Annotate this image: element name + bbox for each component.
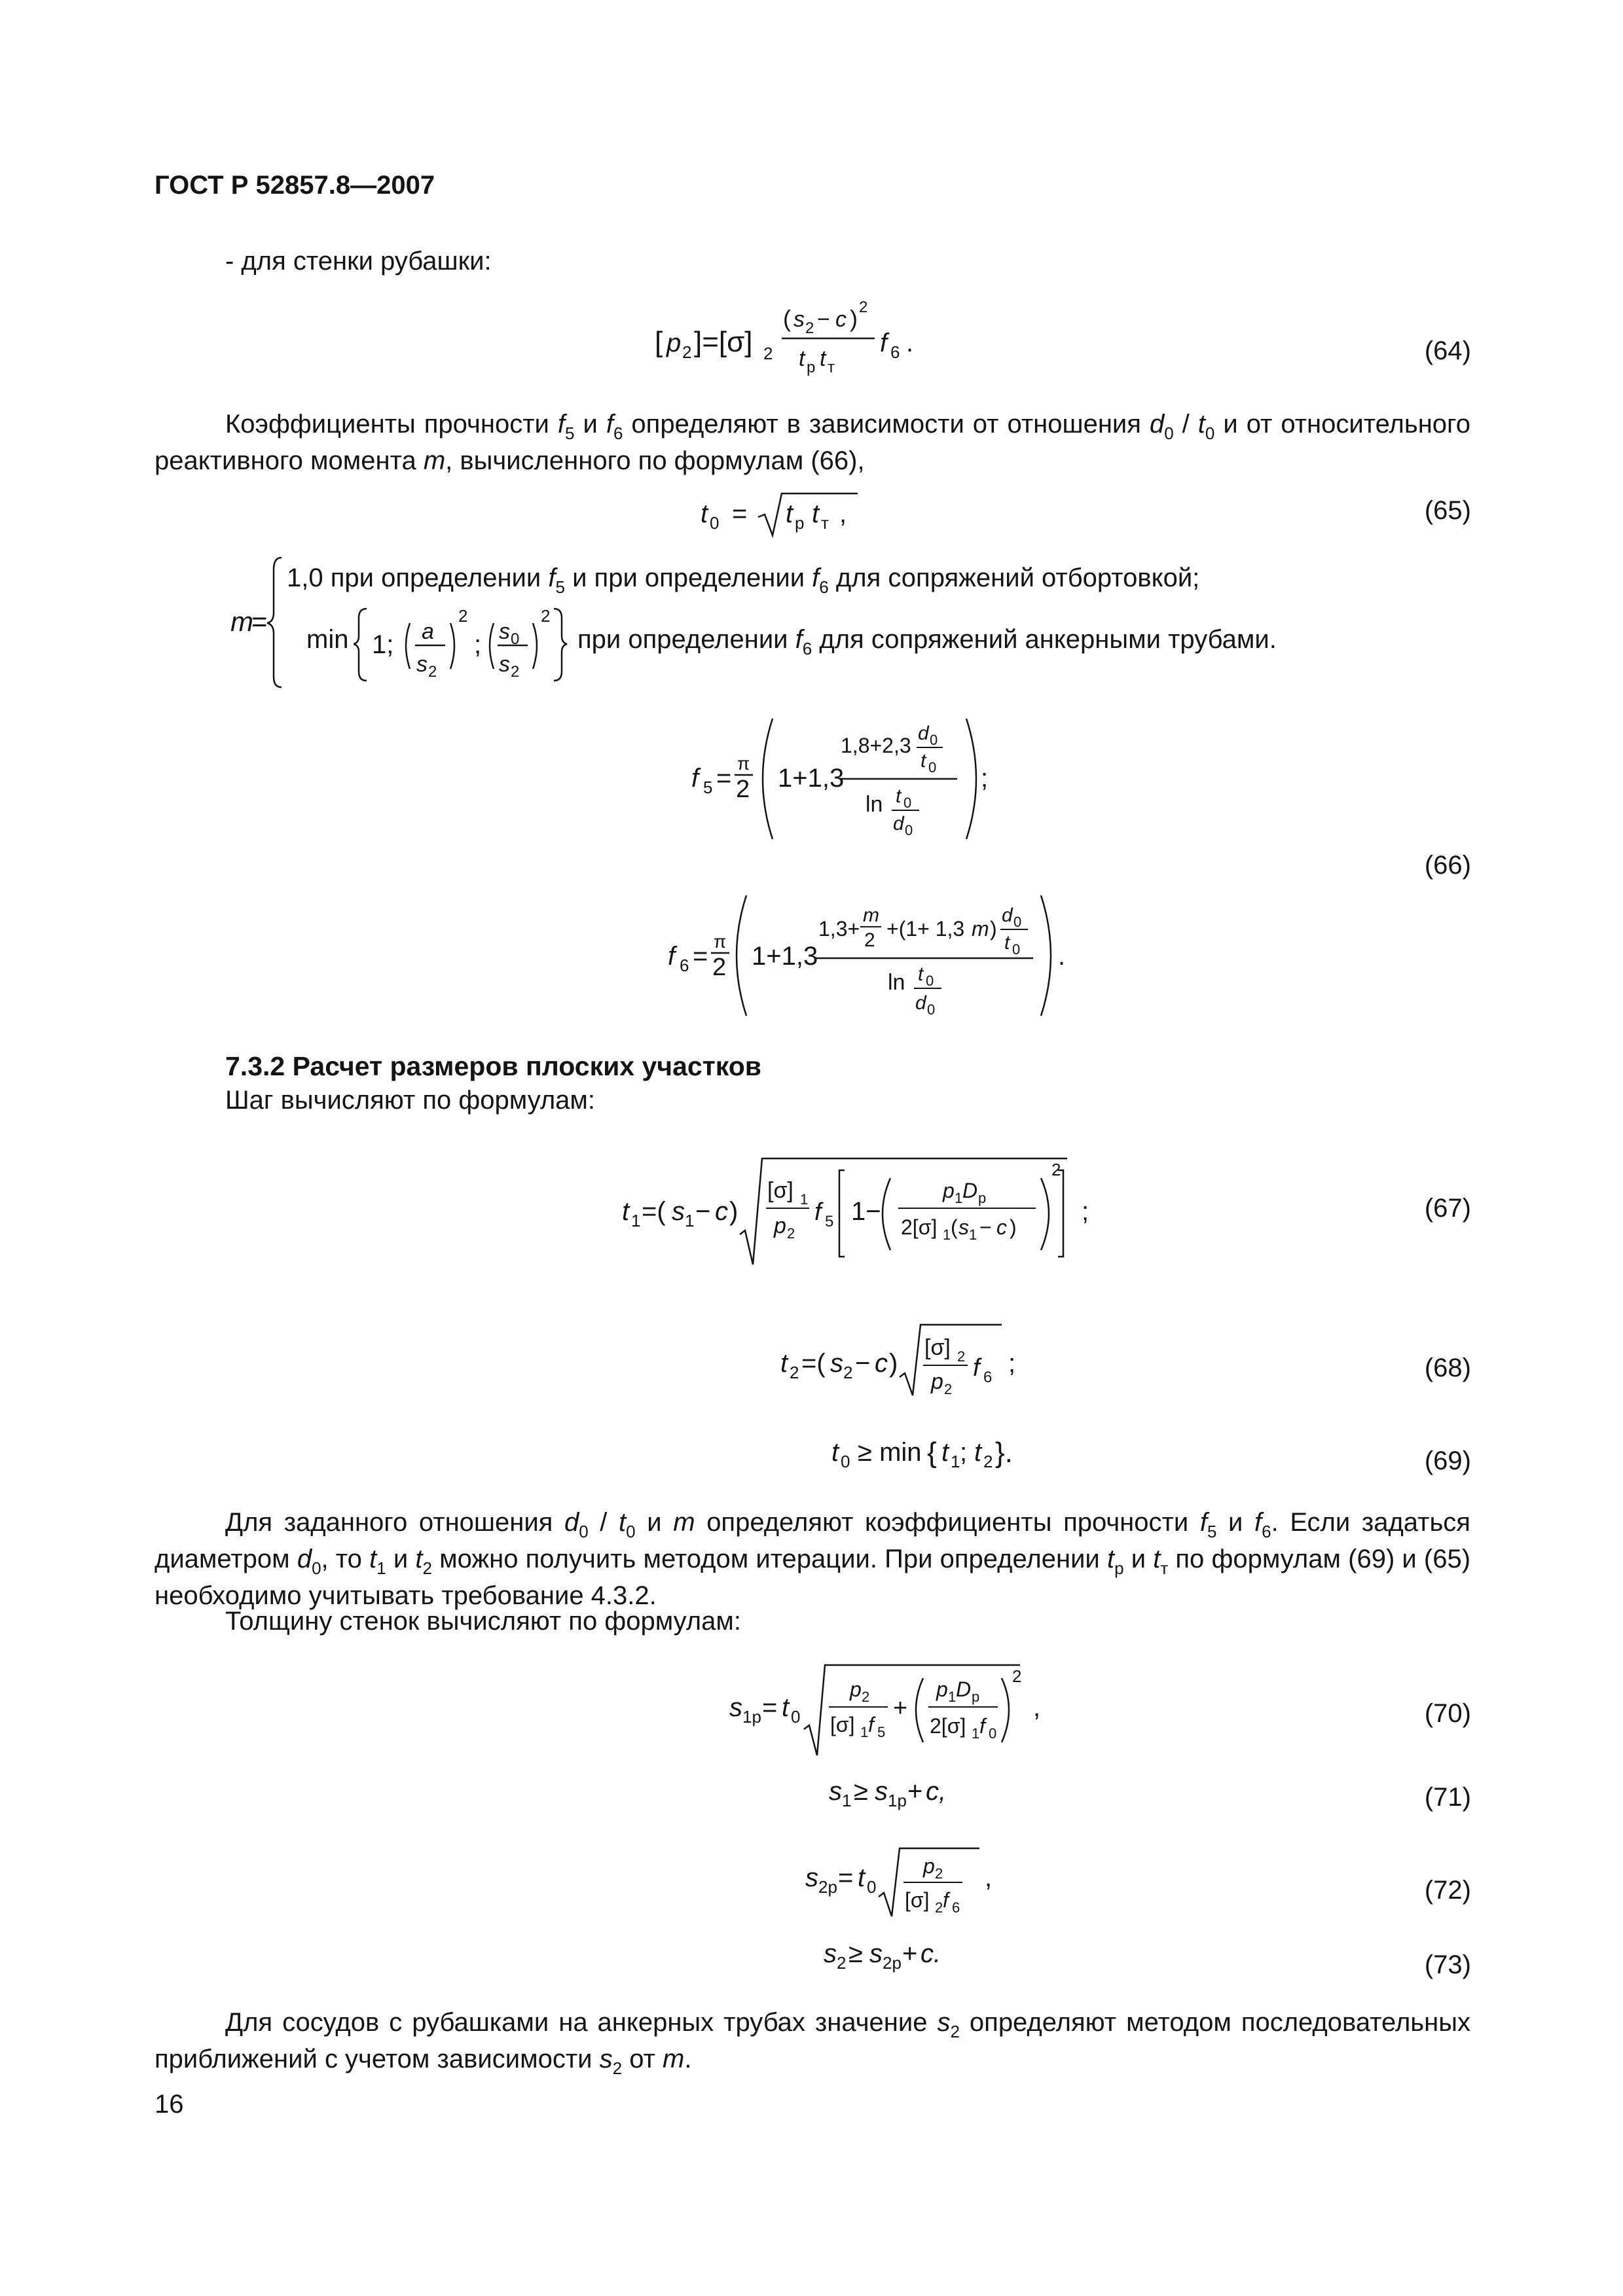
svg-text:ln: ln — [888, 970, 905, 995]
svg-text:−: − — [817, 307, 830, 332]
svg-text:0: 0 — [905, 822, 913, 838]
svg-text:2р: 2р — [883, 1953, 902, 1973]
svg-text:т: т — [821, 513, 829, 533]
svg-text:6: 6 — [983, 1369, 993, 1386]
svg-text:т: т — [828, 359, 835, 376]
svg-text:,: , — [839, 499, 847, 528]
svg-text:p: p — [943, 1179, 955, 1202]
svg-text:+: + — [893, 1695, 908, 1722]
equation-number-66: (66) — [1424, 851, 1471, 880]
svg-text:t: t — [622, 1197, 630, 1226]
svg-text:2р: 2р — [818, 1877, 837, 1897]
svg-text:+: + — [907, 1777, 923, 1806]
m-case2-a: при определении — [577, 625, 788, 654]
svg-text:;: ; — [960, 1438, 968, 1467]
svg-text:0: 0 — [1012, 941, 1021, 958]
svg-text:t: t — [799, 346, 805, 371]
svg-text:π: π — [714, 931, 727, 952]
svg-text:;: ; — [1082, 1197, 1089, 1226]
svg-text:f: f — [668, 942, 676, 971]
svg-text:f: f — [880, 329, 888, 357]
svg-text:р: р — [807, 359, 816, 376]
svg-text:s: s — [416, 652, 428, 677]
svg-text:p: p — [774, 1213, 786, 1238]
svg-text:2: 2 — [712, 954, 727, 981]
svg-text:1+1,3: 1+1,3 — [778, 764, 845, 793]
svg-text:[: [ — [655, 326, 663, 358]
svg-text:5: 5 — [825, 1213, 834, 1230]
svg-text:2: 2 — [458, 606, 468, 626]
svg-text:1,8+2,3: 1,8+2,3 — [841, 734, 911, 757]
svg-text:0: 0 — [867, 1877, 877, 1897]
svg-text:]=[σ]: ]=[σ] — [694, 326, 753, 358]
svg-text:2: 2 — [805, 319, 814, 337]
step-intro: Шаг вычисляют по формулам: — [225, 1086, 596, 1115]
svg-text:d: d — [918, 723, 929, 744]
formula-72 — [803, 1840, 1012, 1919]
svg-text:0: 0 — [791, 1707, 801, 1727]
equation-number-71: (71) — [1424, 1783, 1471, 1812]
svg-text:s: s — [672, 1197, 685, 1226]
paragraph-strength-coefficients: Коэффициенты прочности $f_5$ и $f_6$ определяют в зависимости от отношения $d_0 / t_0$ и от относительного реактивного момента m, вычисленного по формулам (66), — [155, 410, 1471, 475]
svg-text:d: d — [1002, 905, 1013, 926]
svg-text:6: 6 — [680, 956, 689, 975]
svg-text:=(: =( — [801, 1349, 826, 1378]
svg-text:m: m — [972, 917, 989, 941]
svg-text:=(: =( — [642, 1197, 666, 1226]
svg-text:1;: 1; — [372, 630, 394, 659]
svg-text:f: f — [979, 1714, 985, 1738]
svg-text:π: π — [737, 753, 750, 774]
svg-text:f: f — [814, 1198, 822, 1226]
svg-text:[σ]: [σ] — [924, 1335, 951, 1360]
svg-text:6: 6 — [890, 342, 900, 362]
svg-text:.: . — [1058, 942, 1066, 971]
svg-text:1р: 1р — [742, 1707, 761, 1727]
svg-text:s: s — [499, 652, 510, 677]
svg-text:6: 6 — [952, 1899, 960, 1916]
m-case2-min: min — [306, 625, 349, 654]
svg-text:2: 2 — [862, 1689, 870, 1705]
svg-text:p: p — [923, 1854, 935, 1878]
svg-text:}.: }. — [995, 1437, 1013, 1469]
svg-text:t: t — [812, 499, 820, 528]
svg-text:0: 0 — [930, 732, 938, 748]
svg-text:s: s — [729, 1693, 742, 1722]
formula-66-f5 — [681, 713, 995, 844]
svg-text:2: 2 — [787, 1225, 795, 1242]
svg-text:[σ]: [σ] — [905, 1888, 930, 1912]
equation-number-67: (67) — [1424, 1194, 1471, 1223]
svg-text:2: 2 — [944, 1381, 953, 1397]
svg-text:2[σ]: 2[σ] — [901, 1215, 938, 1239]
svg-text:): ) — [1010, 1215, 1017, 1239]
svg-text:d: d — [893, 813, 904, 834]
svg-text:2[σ]: 2[σ] — [930, 1714, 966, 1738]
formula-71 — [826, 1770, 983, 1816]
svg-text:;: ; — [981, 764, 989, 793]
svg-text:5: 5 — [703, 778, 713, 797]
svg-text:s: s — [829, 1777, 842, 1806]
svg-text:2: 2 — [843, 1363, 853, 1382]
equation-number-72: (72) — [1424, 1876, 1471, 1905]
svg-text:t: t — [974, 1438, 982, 1467]
svg-text:2: 2 — [541, 606, 551, 626]
svg-text:2: 2 — [859, 298, 868, 316]
m-case1-b: и при определении — [572, 564, 805, 592]
svg-text:): ) — [850, 305, 858, 332]
svg-text:0: 0 — [511, 630, 520, 648]
svg-text:f: f — [973, 1354, 980, 1382]
svg-text:s: s — [830, 1349, 843, 1378]
svg-text:ln: ln — [866, 792, 883, 817]
svg-text:р: р — [795, 513, 805, 533]
svg-text:1,3+: 1,3+ — [818, 917, 860, 941]
m-case1-c: для сопряжений отбортовкой; — [835, 564, 1200, 592]
formula-67 — [615, 1152, 1113, 1270]
document-header: ГОСТ Р 52857.8—2007 — [155, 171, 435, 200]
svg-text:[σ]: [σ] — [830, 1713, 855, 1736]
svg-text:s: s — [805, 1863, 818, 1892]
svg-text:1: 1 — [860, 1724, 869, 1740]
svg-text:f: f — [868, 1713, 874, 1736]
svg-text:t: t — [820, 346, 826, 371]
svg-text:2: 2 — [428, 663, 437, 681]
svg-text:≥ min: ≥ min — [858, 1438, 922, 1467]
page-number: 16 — [155, 2090, 184, 2119]
svg-text:t: t — [921, 750, 926, 772]
svg-text:1: 1 — [951, 1452, 960, 1471]
svg-text:0: 0 — [928, 759, 937, 776]
svg-text:+(1+ 1,3: +(1+ 1,3 — [886, 917, 965, 941]
svg-text:0: 0 — [1013, 914, 1022, 930]
svg-text:(: ( — [783, 305, 791, 332]
svg-text:1: 1 — [969, 1227, 977, 1243]
svg-text:D: D — [962, 1179, 978, 1202]
svg-text:p: p — [936, 1677, 948, 1701]
svg-text:): ) — [990, 917, 997, 941]
svg-text:0: 0 — [903, 795, 912, 811]
svg-text:2: 2 — [1012, 1666, 1022, 1686]
svg-text:;: ; — [1008, 1349, 1016, 1378]
svg-text:1р: 1р — [888, 1791, 907, 1810]
svg-text:≥: ≥ — [854, 1777, 868, 1806]
svg-text:.: . — [906, 329, 914, 357]
svg-text:f: f — [943, 1888, 949, 1912]
svg-text:2: 2 — [935, 1899, 943, 1916]
svg-text:t: t — [786, 499, 793, 528]
svg-text:s: s — [793, 307, 805, 332]
svg-text:=: = — [693, 942, 708, 971]
formula-70 — [727, 1656, 1067, 1761]
svg-text:c: c — [875, 1349, 888, 1378]
svg-text:;: ; — [474, 630, 482, 659]
svg-text:5: 5 — [877, 1724, 886, 1740]
formula-65 — [701, 484, 871, 543]
svg-text:m: m — [863, 905, 879, 926]
svg-text:2: 2 — [790, 1363, 799, 1382]
svg-text:1: 1 — [842, 1791, 852, 1810]
svg-text:): ) — [889, 1349, 898, 1378]
svg-text:−: − — [855, 1349, 871, 1378]
svg-text:t: t — [782, 1693, 790, 1722]
svg-text:0: 0 — [927, 1001, 936, 1018]
svg-text:t: t — [1004, 932, 1010, 954]
equation-number-69: (69) — [1424, 1446, 1471, 1475]
svg-text:2: 2 — [736, 776, 750, 803]
svg-text:р: р — [978, 1190, 987, 1206]
m-case1-a: 1,0 при определении — [287, 564, 541, 592]
svg-text:,: , — [1033, 1693, 1041, 1722]
svg-text:−: − — [979, 1215, 992, 1239]
svg-text:2: 2 — [837, 1953, 847, 1973]
svg-text:[σ]: [σ] — [767, 1178, 793, 1203]
svg-text:s: s — [824, 1939, 837, 1968]
svg-text:c.: c. — [921, 1939, 941, 1968]
svg-text:1: 1 — [943, 1227, 951, 1243]
svg-text:=: = — [762, 1693, 778, 1722]
m-definition: m = 1,0 при определении $f_5$ и при определении $f_6$ для сопряжений отбортовкой; min 1; a s 2 2 ; s 0 s 2 2 при определении $f_6$ для сопряжений анкерными трубами. — [229, 550, 1342, 694]
svg-text:1: 1 — [685, 1211, 695, 1230]
svg-text:2: 2 — [957, 1348, 966, 1365]
svg-text:p: p — [850, 1677, 862, 1701]
svg-text:=: = — [838, 1863, 854, 1892]
svg-text:t: t — [701, 499, 708, 528]
svg-text:2: 2 — [864, 929, 875, 951]
svg-text:c: c — [996, 1215, 1007, 1239]
svg-text:t: t — [831, 1438, 839, 1467]
svg-text:c: c — [835, 307, 847, 332]
formula-66-f6 — [661, 890, 1080, 1021]
svg-text:1: 1 — [631, 1211, 641, 1230]
svg-text:0: 0 — [710, 513, 720, 533]
svg-text:c,: c, — [926, 1777, 947, 1806]
svg-text:1+1,3: 1+1,3 — [752, 942, 818, 971]
svg-text:t: t — [858, 1863, 866, 1892]
formula-69 — [829, 1427, 1038, 1479]
formula-73 — [821, 1932, 978, 1978]
equation-number-65: (65) — [1424, 496, 1471, 525]
svg-text:2: 2 — [682, 342, 692, 362]
svg-text:): ) — [729, 1197, 739, 1226]
equation-number-64: (64) — [1424, 336, 1471, 365]
svg-text:1: 1 — [948, 1689, 957, 1705]
svg-text:s: s — [958, 1215, 969, 1239]
svg-text:=: = — [251, 606, 268, 637]
svg-text:+: + — [902, 1939, 918, 1968]
thickness-intro: Толщину стенок вычисляют по формулам: — [225, 1607, 741, 1636]
svg-text:1: 1 — [972, 1725, 980, 1742]
svg-text:2: 2 — [1051, 1160, 1061, 1179]
formula-68 — [775, 1316, 1037, 1401]
svg-text:t: t — [941, 1438, 949, 1467]
svg-text:р: р — [972, 1689, 980, 1705]
svg-text:{: { — [927, 1437, 937, 1469]
svg-text:s: s — [875, 1777, 888, 1806]
svg-text:=: = — [732, 499, 748, 528]
m-case2-b: для сопряжений анкерными трубами. — [819, 625, 1277, 654]
svg-text:1−: 1− — [851, 1197, 881, 1226]
svg-text:t: t — [918, 963, 924, 985]
svg-text:0: 0 — [989, 1725, 997, 1742]
svg-text:(: ( — [951, 1215, 958, 1239]
equation-number-68: (68) — [1424, 1354, 1471, 1382]
svg-text:D: D — [956, 1677, 972, 1701]
svg-text:s: s — [869, 1939, 883, 1968]
svg-text:1: 1 — [800, 1191, 809, 1208]
equation-number-70: (70) — [1424, 1699, 1471, 1728]
paragraph-anchor-tubes: Для сосудов с рубашками на анкерных трубах значение $s_2$ определяют методом последовательных приближений с учетом зависимости $s_2$ от m. — [155, 2008, 1470, 2078]
svg-text:1: 1 — [955, 1190, 963, 1206]
svg-text:2: 2 — [983, 1452, 993, 1471]
svg-text:0: 0 — [841, 1452, 850, 1471]
svg-text:≥: ≥ — [848, 1939, 863, 1968]
jacket-wall-label: - для стенки рубашки: — [225, 247, 492, 276]
svg-text:2: 2 — [763, 344, 773, 363]
svg-text:f: f — [691, 764, 699, 793]
svg-text:p: p — [666, 329, 682, 357]
svg-text:,: , — [985, 1863, 993, 1892]
section-title: 7.3.2 Расчет размеров плоских участков — [225, 1051, 761, 1081]
svg-text:t: t — [780, 1349, 788, 1378]
svg-text:2: 2 — [511, 663, 520, 681]
svg-text:0: 0 — [926, 973, 934, 989]
svg-text:s: s — [499, 619, 510, 644]
equation-number-73: (73) — [1424, 1950, 1471, 1979]
svg-text:−: − — [695, 1197, 711, 1226]
formula-64 — [655, 298, 930, 389]
svg-text:2: 2 — [935, 1865, 943, 1882]
svg-text:a: a — [422, 619, 434, 644]
svg-text:=: = — [716, 764, 732, 793]
svg-text:d: d — [915, 992, 926, 1014]
svg-text:c: c — [715, 1197, 728, 1226]
svg-text:t: t — [896, 785, 902, 807]
svg-text:m: m — [230, 606, 253, 637]
svg-text:p: p — [931, 1369, 943, 1394]
paragraph-iteration: Для заданного отношения $d_0 / t_0$ и m определяют коэффициенты прочности $f_5$ и $f_6$. Если задаться диаметром $d_0$, то $t_1$ и $t_2$ можно получить методом итерации. При определении $t_р$ и $t_т$ по формулам (69) и (65) необходимо учитывать требование 4.3.2. — [155, 1508, 1471, 1610]
